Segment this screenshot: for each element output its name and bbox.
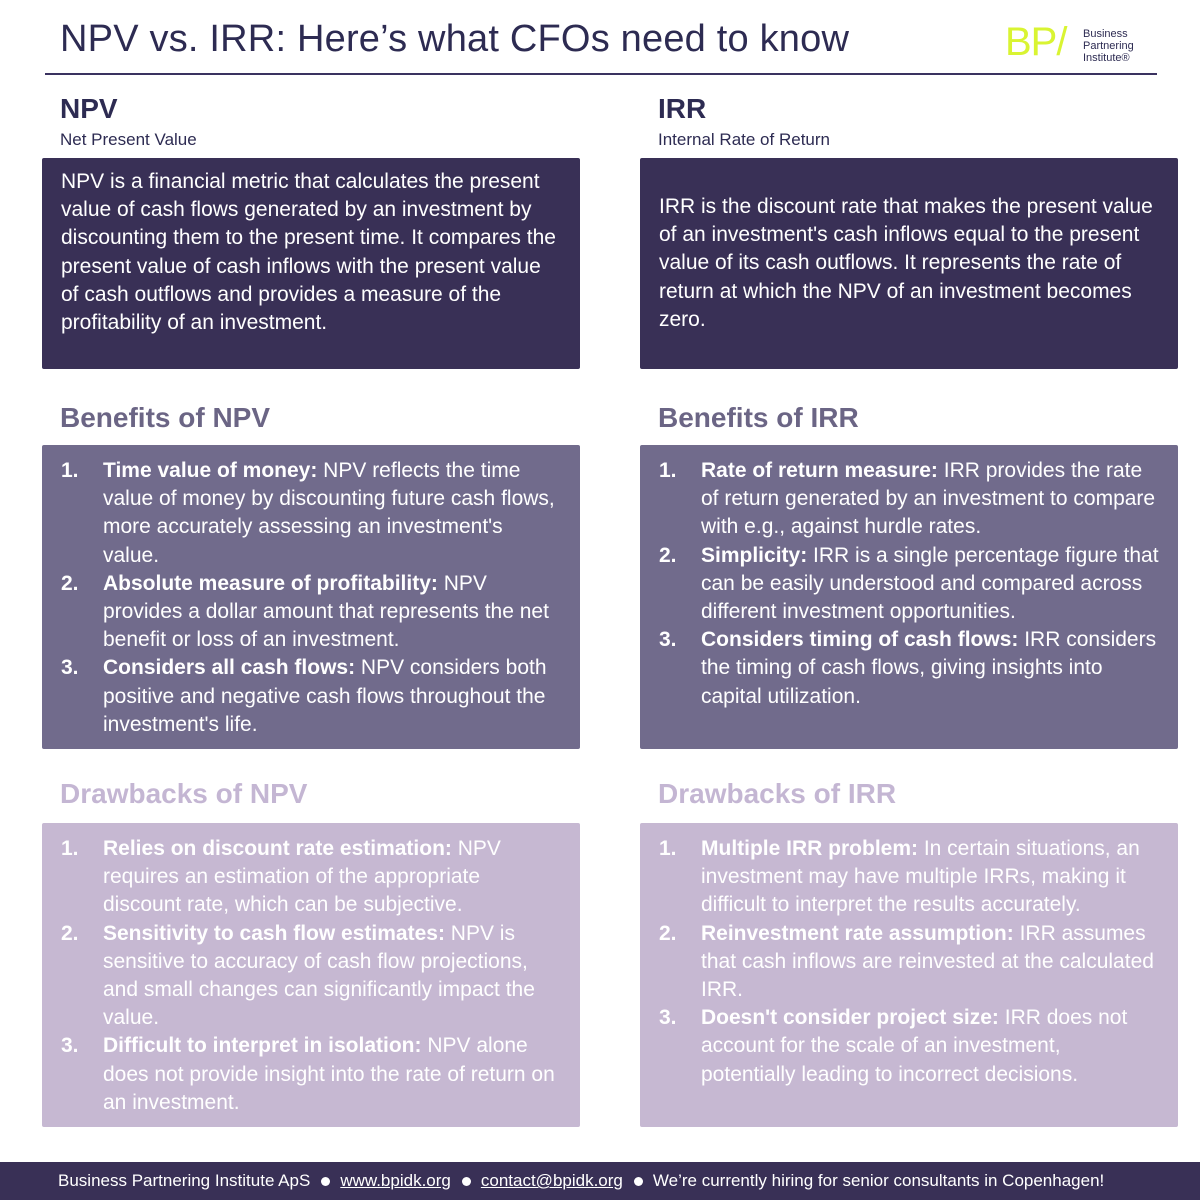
item-label: Simplicity:: [701, 543, 808, 567]
irr-benefits-box: [640, 445, 1178, 749]
irr-benefits-title: Benefits of IRR: [658, 402, 859, 433]
title-highlight: NPV vs. IRR:: [60, 18, 287, 60]
item-number: 3.: [659, 1006, 677, 1030]
item-number: 3.: [61, 1034, 79, 1058]
bpi-logo: [1005, 20, 1155, 65]
irr-drawbacks-title: Drawbacks of IRR: [658, 778, 897, 809]
npv-definition-box: [42, 158, 580, 369]
bullet-dot-icon: [321, 1177, 330, 1186]
irr-drawbacks-list: [640, 823, 1178, 1089]
item-label: Considers timing of cash flows:: [701, 628, 1019, 652]
item-label: Time value of money:: [103, 459, 318, 482]
item-label: Absolute measure of profitability:: [103, 571, 438, 595]
page-title: [60, 18, 849, 61]
item-number: 2.: [659, 543, 677, 567]
footer: [0, 1162, 1200, 1200]
item-number: 1.: [659, 459, 677, 482]
item-text: IRR does not account for the scale of an investment, potentially leading to incorrect decisions.: [701, 1006, 1128, 1086]
item-text: IRR is a single percentage figure that can be easily understood and compared across different investment opportunities.: [701, 543, 1159, 624]
item-number: 2.: [61, 921, 79, 945]
list-item: [659, 626, 1160, 711]
item-number: 2.: [659, 921, 677, 945]
item-label: Rate of return measure:: [701, 459, 938, 482]
item-number: 1.: [659, 837, 677, 860]
list-item: [61, 654, 562, 739]
item-number: 3.: [659, 628, 677, 652]
npv-subheading: Net Present Value: [60, 130, 197, 149]
item-text: NPV considers both positive and negative cash flows throughout the investment's life.: [103, 656, 547, 736]
npv-drawbacks-list: [42, 823, 580, 1117]
item-number: 1.: [61, 837, 79, 860]
item-text: In certain situations, an investment may have multiple IRRs, making it difficult to interpret the results accurately.: [701, 837, 1140, 917]
item-text: IRR assumes that cash inflows are reinvested at the calculated IRR.: [701, 921, 1154, 1002]
irr-subheading: Internal Rate of Return: [658, 130, 830, 149]
list-item: [659, 542, 1160, 627]
list-item: [61, 835, 562, 920]
title-rest: Here’s what CFOs need to know: [286, 18, 850, 60]
item-number: 3.: [61, 656, 79, 680]
logo-mark: BP/: [1005, 20, 1067, 64]
logo-line-2: Partnering: [1083, 40, 1134, 52]
item-number: 2.: [61, 571, 79, 595]
list-item: [659, 457, 1160, 542]
item-text: IRR considers the timing of cash flows, giving insights into capital utilization.: [701, 628, 1157, 708]
list-item: [61, 457, 562, 570]
hiring-notice: We’re currently hiring for senior consultants in Copenhagen!: [652, 1171, 1105, 1190]
item-label: Considers all cash flows:: [103, 656, 356, 680]
bullet-dot-icon: [462, 1177, 471, 1186]
item-number: 1.: [61, 459, 79, 482]
footer-company: Business Partnering Institute ApS: [58, 1171, 311, 1190]
item-text: IRR provides the rate of return generated by an investment to compare with e.g., against hurdle rates.: [701, 459, 1156, 539]
logo-line-3: Institute®: [1083, 52, 1130, 64]
npv-drawbacks-box: [42, 823, 580, 1127]
list-item: [61, 1032, 562, 1117]
item-text: NPV requires an estimation of the appropriate discount rate, which can be subjective.: [103, 837, 501, 917]
website-link[interactable]: www.bpidk.org: [340, 1171, 451, 1190]
list-item: [659, 920, 1160, 1005]
logo-text: [1083, 28, 1163, 64]
npv-heading: NPV: [60, 93, 118, 124]
item-label: Doesn't consider project size:: [701, 1006, 999, 1030]
item-text: NPV alone does not provide insight into the rate of return on an investment.: [103, 1034, 555, 1114]
irr-benefits-list: [640, 445, 1178, 711]
item-text: NPV is sensitive to accuracy of cash flow projections, and small changes can significantly impact the value.: [103, 921, 535, 1030]
item-label: Relies on discount rate estimation:: [103, 837, 452, 860]
list-item: [61, 570, 562, 655]
npv-benefits-box: [42, 445, 580, 749]
logo-line-1: Business: [1083, 28, 1128, 40]
bullet-dot-icon: [634, 1177, 643, 1186]
item-text: NPV reflects the time value of money by discounting future cash flows, more accurately assessing an investment's value.: [103, 459, 555, 567]
irr-drawbacks-box: [640, 823, 1178, 1127]
irr-definition: IRR is the discount rate that makes the present value of an investment's cash inflows equal to the present value of its cash outflows. It represents the rate of return at which the NPV of an investment becomes zero.: [659, 194, 1153, 331]
irr-heading: IRR: [658, 93, 707, 124]
list-item: [659, 835, 1160, 920]
npv-benefits-list: [42, 445, 580, 739]
irr-definition-box: [640, 158, 1178, 369]
header: [45, 0, 1157, 75]
list-item: [61, 920, 562, 1033]
item-label: Sensitivity to cash flow estimates:: [103, 921, 445, 945]
item-label: Reinvestment rate assumption:: [701, 921, 1014, 945]
item-label: Difficult to interpret in isolation:: [103, 1034, 422, 1058]
npv-definition: NPV is a financial metric that calculates the present value of cash flows generated by an investment by discounting them to the present time. It compares the present value of cash inflows with the present value of cash outflows and provides a measure of the profitability of an investment.: [61, 170, 556, 335]
item-text: NPV provides a dollar amount that represents the net benefit or loss of an investment.: [103, 571, 549, 652]
item-label: Multiple IRR problem:: [701, 837, 918, 860]
npv-benefits-title: Benefits of NPV: [60, 402, 271, 433]
email-link[interactable]: contact@bpidk.org: [480, 1171, 623, 1190]
npv-drawbacks-title: Drawbacks of NPV: [60, 778, 308, 809]
list-item: [659, 1004, 1160, 1089]
